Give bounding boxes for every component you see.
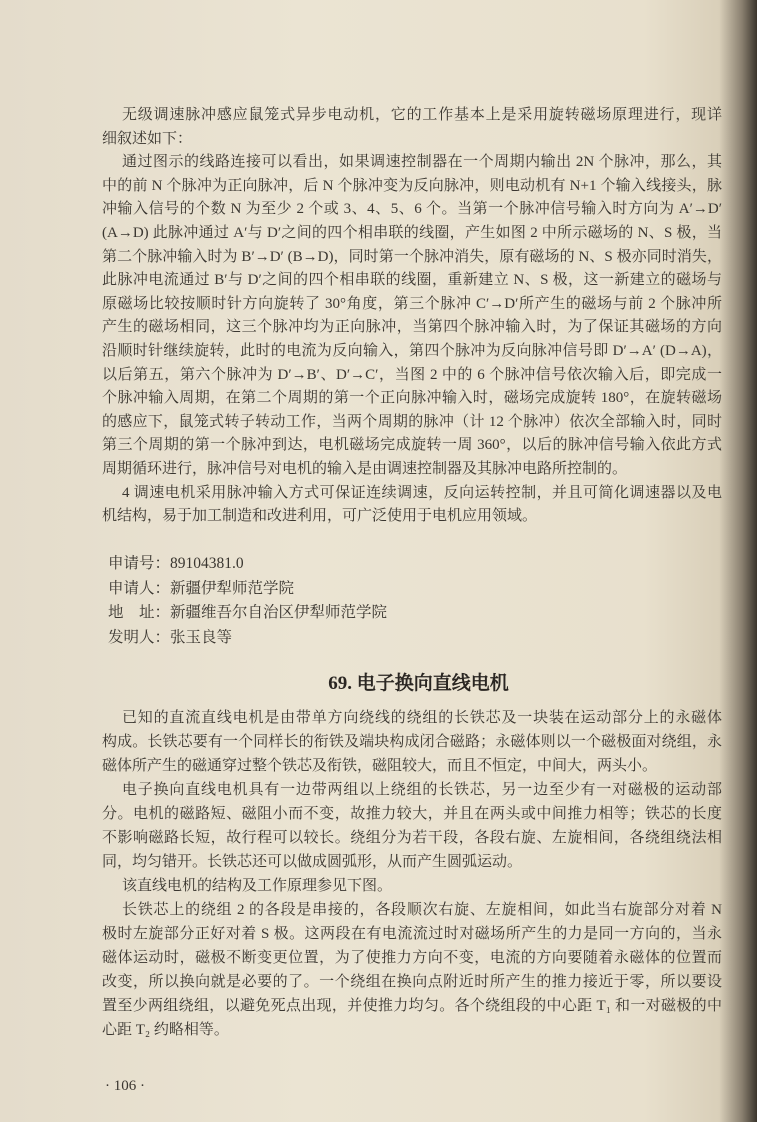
text-line: 心距 T₂ 约略相等。 — [102, 1022, 229, 1038]
text-line: 细叙述如下： — [102, 130, 193, 147]
text-line: 通过图示的线路连接可以看出，如果调速控制器在一个周期内输出 2N 个脉冲，那么，其 — [122, 154, 722, 171]
text-line: 同，均匀错开。长铁芯还可以做成圆弧形，从而产生圆弧运动。 — [102, 854, 523, 870]
address: 地 址：新疆维吾尔自治区伊犁师范学院 — [108, 604, 388, 621]
application-number: 申请号：89104381.0 — [108, 555, 244, 572]
text-line: 中的前 N 个脉冲为正向脉冲，后 N 个脉冲变为反向脉冲，则电动机有 N+1 个输入线接头，脉 — [102, 177, 722, 194]
text-line: 的感应下，鼠笼式转子转动工作，当两个周期的脉冲（计 12 个脉冲）依次全部输入时，同时 — [102, 413, 722, 430]
text-line: 电子换向直线电机具有一边带两组以上绕组的长铁芯，另一边至少有一对磁极的运动部 — [122, 782, 722, 798]
text-line: 磁体运动时，磁极不断变更位置，为了使推力方向不变，电流的方向要随着永磁体的位置而 — [102, 950, 722, 966]
text-line: 个脉冲输入周期，在第二个周期的第一个正向脉冲输入时，磁场完成旋转 180°，在旋转磁场 — [102, 390, 722, 407]
text-line: 长铁芯上的绕组 2 的各段是串接的，各段顺次右旋、左旋相间，如此当右旋部分对着 N — [122, 902, 722, 918]
body-section-2 — [102, 706, 722, 1042]
text-line: 该直线电机的结构及工作原理参见下图。 — [122, 878, 393, 894]
text-line: 分。电机的磁路短、磁阻小而不变，故推力较大，并且在两头或中间推力相等；铁芯的长度 — [102, 806, 722, 822]
text-line: 沿顺时针继续旋转，此时的电流为反向输入，第四个脉冲为反向脉冲信号即 D′→A′ (D→A)， — [102, 342, 722, 359]
text-line: 极时左旋部分正好对着 S 极。这两段在有电流流过时对磁场所产生的力是同一方向的，当永 — [102, 926, 722, 942]
text-line: 构成。长铁芯要有一个同样长的衔铁及端块构成闭合磁路；永磁体则以一个磁极面对绕组，永 — [102, 734, 722, 750]
body-section-1 — [102, 104, 722, 529]
page-number: · 106 · — [105, 1078, 145, 1094]
inventor: 发明人：张玉良等 — [108, 628, 233, 646]
text-line: 产生的磁场相同，这三个脉冲均为正向脉冲，当第四个脉冲输入时，为了保证其磁场的方向 — [102, 319, 722, 336]
text-line: 冲输入信号的个数 N 为至少 2 个或 3、4、5、6 个。当第一个脉冲信号输入时方向为 A′→D′ — [102, 201, 722, 218]
text-line: 原磁场比较按顺时针方向旋转了 30°角度，第三个脉冲 C′→D′所产生的磁场与前 2 个脉冲所 — [102, 295, 722, 312]
section-title: 69. 电子换向直线电机 — [328, 673, 509, 694]
text-line: 已知的直流直线电机是由带单方向绕线的绕组的长铁芯及一块装在运动部分上的永磁体 — [122, 710, 722, 726]
text-line: 4 调速电机采用脉冲输入方式可保证连续调速，反向运转控制，并且可简化调速器以及电 — [122, 484, 722, 501]
text-line: 以后第五，第六个脉冲为 D′→B′、D′→C′，当图 2 中的 6 个脉冲信号依次输入后，即完成一 — [102, 366, 722, 383]
text-line: 机结构，易于加工制造和改进利用，可广泛使用于电机应用领域。 — [102, 508, 538, 525]
text-line: 磁体所产生的磁通穿过整个铁芯及衔铁，磁阻较大，而且不恒定，中间大，两头小。 — [102, 758, 658, 774]
text-line: 无级调速脉冲感应鼠笼式异步电动机，它的工作基本上是采用旋转磁场原理进行，现详 — [122, 107, 722, 123]
applicant: 申请人：新疆伊犁师范学院 — [108, 579, 295, 597]
text-line: (A→D) 此脉冲通过 A′与 D′之间的四个相串联的线圈，产生如图 2 中所示磁场的 N、S 极，当 — [102, 224, 722, 241]
text-line: 此脉冲电流通过 B′与 D′之间的四个相串联的线圈，重新建立 N、S 极，这一新建立的磁场与 — [102, 272, 722, 289]
text-line: 周期循环进行，脉冲信号对电机的输入是由调速控制器及其脉冲电路所控制的。 — [102, 460, 628, 477]
text-line: 不影响磁路长短，故行程可以较长。绕组分为若干段，各段右旋、左旋相间，各绕组绕法相 — [102, 830, 722, 846]
text-line: 第二个脉冲输入时为 B′→D′ (B→D)，同时第一个脉冲消失，原有磁场的 N、S 极亦同时消失， — [102, 248, 722, 265]
text-line: 第三个周期的第一个脉冲到达，电机磁场完成旋转一周 360°，以后的脉冲信号输入依此方式 — [102, 437, 722, 454]
patent-info — [108, 552, 387, 650]
text-line: 置至少两组绕组，以避免死点出现，并使推力均匀。各个绕组段的中心距 T₁ 和一对磁极的中 — [102, 998, 722, 1014]
text-line: 改变，所以换向就是必要的了。一个绕组在换向点附近时所产生的推力接近于零，所以要设 — [102, 974, 722, 990]
